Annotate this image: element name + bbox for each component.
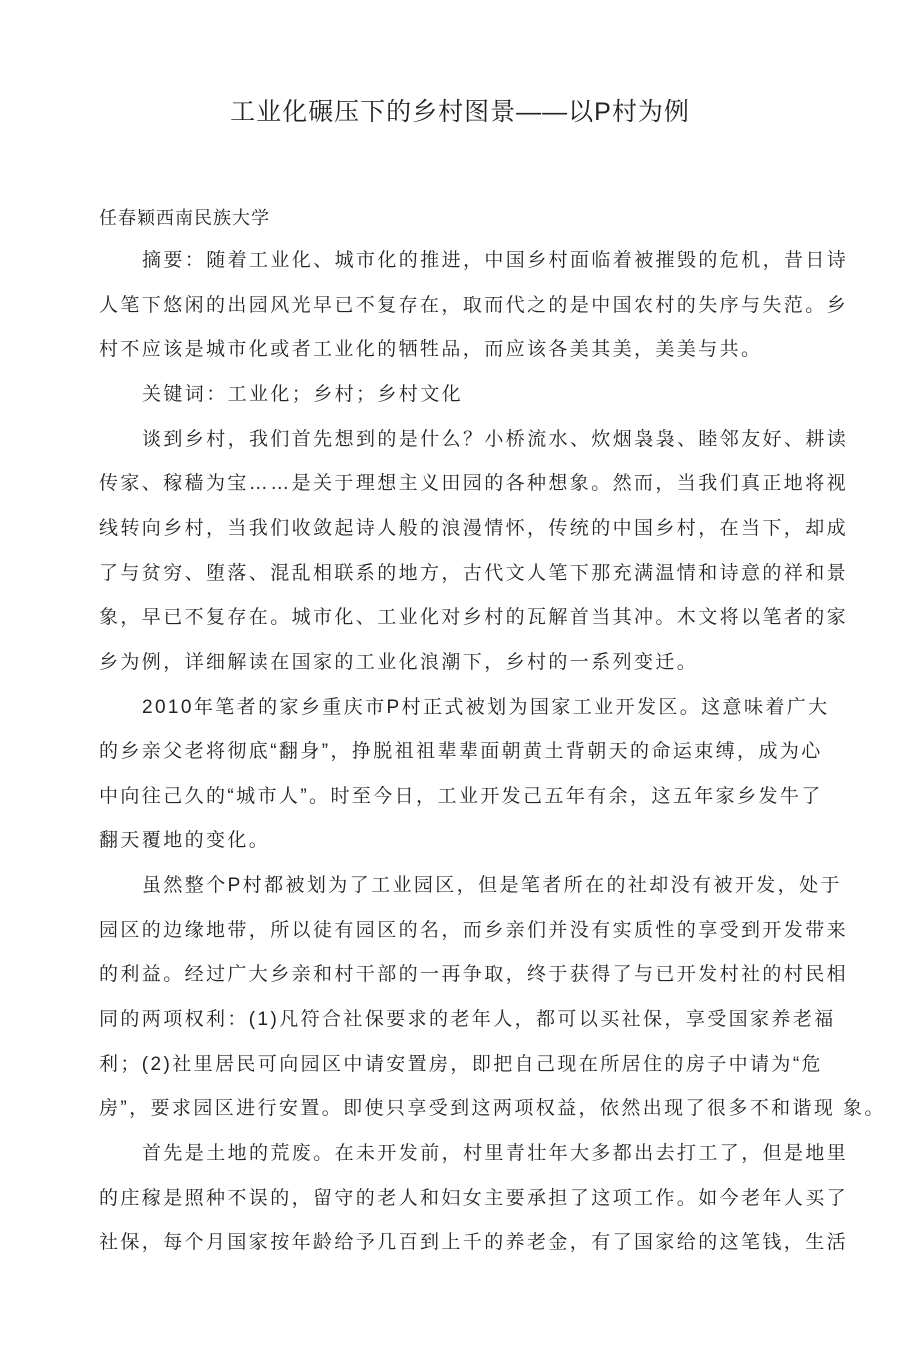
text-line: 线转向乡村，当我们收敛起诗人般的浪漫情怀，传统的中国乡村，在当下，却成 <box>99 517 849 539</box>
text-line: 虽然整个P村都被划为了工业园区，但是笔者所在的社却没有被开发，处于 <box>142 875 842 897</box>
text-line: 谈到乡村，我们首先想到的是什么？小桥流水、炊烟袅袅、睦邻友好、耕读 <box>142 428 849 450</box>
text-line: 园区的边缘地带，所以徒有园区的名，而乡亲们并没有实质性的享受到开发带来 <box>99 919 849 941</box>
text-line: 利；(2)社里居民可向园区中请安置房，即把自己现在所居住的房子中请为“危 <box>99 1053 823 1075</box>
text-line: 房”，要求园区进行安置。即使只享受到这两项权益，依然出现了很多不和谐现 象。 <box>99 1098 886 1120</box>
text-line: 2010年笔者的家乡重庆市P村正式被划为国家工业开发区。这意味着广大 <box>142 696 830 718</box>
text-line: 关键词：工业化；乡村；乡村文化 <box>142 383 464 405</box>
document-title: 工业化碾压下的乡村图景——以P村为例 <box>230 98 690 126</box>
text-line: 摘要：随着工业化、城市化的推进，中国乡村面临着被摧毁的危机，昔日诗 <box>142 250 849 271</box>
text-line: 乡为例，详细解读在国家的工业化浪潮下，乡村的一系列变迁。 <box>99 651 699 673</box>
text-line: 村不应该是城市化或者工业化的牺牲品，而应该各美其美，美美与共。 <box>99 339 763 361</box>
text-line: 的利益。经过广大乡亲和村干部的一再争取，终于获得了与已开发村社的村民相 <box>99 964 849 986</box>
text-line: 同的两项权利：(1)凡符合社保要求的老年人，都可以买社保，享受国家养老福 <box>99 1009 836 1031</box>
text-line: 的乡亲父老将彻底“翻身”，挣脱祖祖辈辈面朝黄土背朝天的命运束缚，成为心 <box>99 741 823 763</box>
text-line: 中向往己久的“城市人”。时至今日，工业开发己五年有余，这五年家乡发牛了 <box>99 785 823 807</box>
text-line: 翻天覆地的变化。 <box>99 830 271 852</box>
text-line: 首先是土地的荒废。在未开发前，村里青壮年大多都出去打工了，但是地里 <box>142 1143 849 1164</box>
text-line: 传家、稼穑为宝……是关于理想主义田园的各种想象。然而，当我们真正地将视 <box>99 473 849 495</box>
text-line: 社保，每个月国家按年龄给予几百到上千的养老金，有了国家给的这笔钱，生活 <box>99 1232 849 1254</box>
text-line: 人笔下悠闲的出园风光早已不复存在，取而代之的是中国农村的失序与失范。乡 <box>99 294 849 316</box>
text-line: 的庄稼是照种不误的，留守的老人和妇女主要承担了这项工作。如今老年人买了 <box>99 1187 849 1209</box>
author-affiliation: 任春颖西南民族大学 <box>99 208 270 228</box>
text-line: 了与贫穷、堕落、混乱相联系的地方，古代文人笔下那充满温情和诗意的祥和景 <box>99 562 849 584</box>
text-line: 象，早已不复存在。城市化、工业化对乡村的瓦解首当其冲。木文将以笔者的家 <box>99 607 849 629</box>
